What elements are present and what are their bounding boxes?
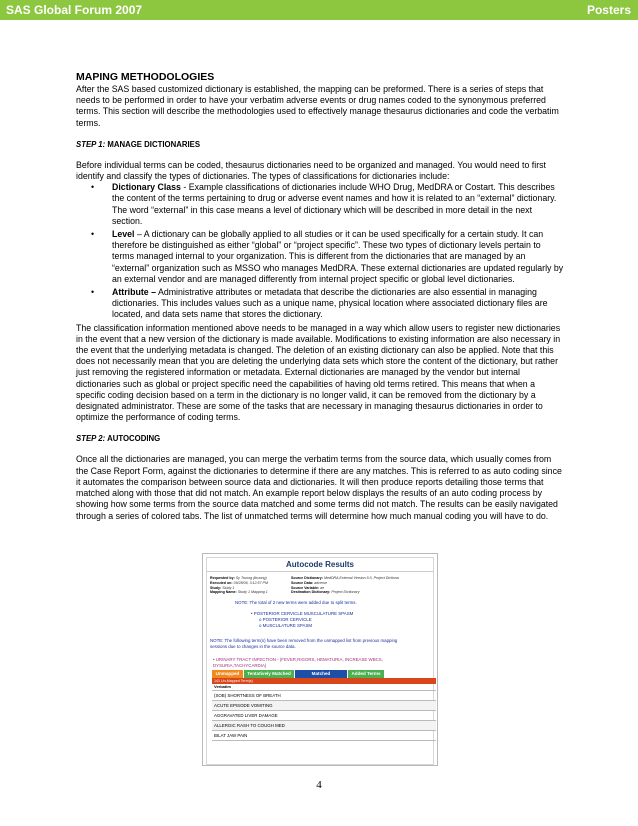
split-terms-note: NOTE: The total of 2 new terms were added due to split terms. [235, 600, 357, 605]
step1-heading [76, 140, 564, 149]
meta-key: Study: [210, 585, 222, 590]
list-item [91, 182, 564, 227]
table-row[interactable]: BILAT JAW PAIN [212, 731, 436, 741]
tab-matched[interactable]: Matched [295, 670, 347, 678]
removed-terms-note: NOTE: The following term(s) have been removed from the unmapped list from previous mapping sessions due to changes in the source data. [210, 638, 398, 649]
step2-title: AUTOCODING [107, 434, 161, 444]
result-tabs [212, 670, 434, 678]
metadata-right [291, 576, 431, 595]
list-item [91, 287, 564, 321]
split-sub-term: o MUSCULATURE SPASM [259, 623, 313, 628]
report-metadata [207, 574, 433, 600]
bullet-text: A dictionary can be globally applied to all studies or it can be used specifically for a certain study. It can therefore be distinguished as either “global” or “project specific”. These two types of dictionary levels pertain to terms managed internal to your organization. This is different from the dictionaries that are managed by an “external” organization such as MSSO who manages MedDRA. These external dictionaries are updated regularly by an external vendor and are managed differently from internal project specific or global level dictionaries. [112, 229, 564, 284]
table-row[interactable]: (SOB) SHORTNESS OF BREATH [212, 691, 436, 701]
metadata-left [210, 576, 290, 595]
autocode-results-screenshot [202, 553, 438, 766]
verbatim-table [212, 684, 436, 741]
step1-paragraph-2: The classification information mentioned above needs to be managed in a way which allow users to register new dictionaries in the event that a new version of the dictionary is made available. Modifications to existing information are also necessary in the event that the underlying metadata is changed. The deletion of an existing dictionary can also be applied. Note that this does not necessarily mean that you are deleting the underlying data sets which store the content of the dictionary, but rather just removing the registered information or metadata. External dictionaries are managed by the vendor but internal dictionaries such as global or project specific need the capabilities of having old terms retired. This means that when a specific coding decision based on a term in the dictionary is no longer valid, it can be removed from the dictionary by a designated administrator. These are some of the tasks that are necessary in managing thesaurus dictionaries in order to optimize the performance of coding terms. [76, 322, 561, 423]
meta-value: Study 1 Mapping 1 [237, 590, 268, 595]
meta-key: Destination Dictionary: [291, 590, 331, 595]
table-row[interactable]: AGGRAVATED LIVER DAMAGE [212, 711, 436, 721]
header-bar [0, 0, 638, 20]
section-title: MAPING METHODOLOGIES [76, 71, 215, 83]
meta-value: ae [320, 585, 325, 590]
step1-title: MANAGE DICTIONARIES [107, 139, 201, 149]
bullet-icon: • [91, 287, 95, 298]
bullet-separator: - [180, 182, 189, 193]
meta-value: adverse [314, 580, 327, 585]
meta-value: Sy Truong (ttruong) [235, 576, 267, 580]
meta-key: Source Dictionary: [291, 576, 323, 580]
removed-term-text: URINARY TRACT INFECTION - (FEVER,RIGORS, HEMATURIA, INCREASE WBCS, DYSURIA,TACHYCARDIA) [213, 657, 383, 668]
split-main-term: • POSTERIOR CERVICLE MUSCULATURE SPASM [251, 611, 354, 616]
step2-prefix: STEP 2: [76, 434, 106, 444]
split-terms-list [251, 611, 433, 629]
split-sub-term-text: MUSCULATURE SPASM [262, 623, 313, 628]
removed-term: • URINARY TRACT INFECTION - (FEVER,RIGORS, HEMATURIA, INCREASE WBCS, DYSURIA,TACHYCARDIA) [213, 657, 383, 668]
table-header: Verbatim [212, 684, 436, 691]
screenshot-title: Autocode Results [207, 560, 433, 572]
meta-key: Requested by: [210, 576, 235, 580]
screenshot-frame [206, 557, 434, 765]
conference-title: SAS Global Forum 2007 [6, 3, 143, 17]
meta-value: Project Dictionary [331, 590, 360, 595]
step2-heading [76, 434, 564, 443]
bullet-separator: – [134, 229, 144, 240]
section-label: Posters [586, 3, 631, 17]
unmapped-count-bar: 141 Un-Mapped Term(s) [212, 678, 436, 684]
meta-key: Source Data: [291, 580, 314, 585]
tab-added-terms[interactable]: Added Terms [348, 670, 384, 678]
split-sub-term: o POSTERIOR CERVICLE [259, 617, 312, 622]
step1-paragraph: Before individual terms can be coded, thesaurus dictionaries need to be organized and managed. You would need to first identify and classify the types of dictionaries. The types of classifications for dictionaries include: [76, 159, 546, 182]
bullet-term: Attribute – [112, 287, 156, 298]
page-number: 4 [316, 779, 322, 791]
tab-unmapped[interactable]: Unmapped [212, 670, 243, 678]
bullet-term: Dictionary Class [112, 182, 181, 193]
list-item [91, 229, 564, 285]
meta-key: Source Variable: [291, 585, 320, 590]
tab-tentatively-matched[interactable]: Tentatively Matched [244, 670, 294, 678]
intro-paragraph: After the SAS based customized dictionary is established, the mapping can be preformed. There is a series of steps that needs to be performed in order to have your verbatim adverse events or drug names coded to the synonymous preferred terms. This section will describe the methodologies used to effectively manage thesaurus dictionaries and code the verbatim terms. [76, 84, 559, 128]
bullet-icon: • [91, 229, 95, 240]
meta-key: Executed on: [210, 580, 233, 585]
main-content [76, 71, 564, 522]
step1-prefix: STEP 1: [76, 139, 106, 149]
bullet-icon: • [91, 182, 95, 193]
meta-value: Study 1 [222, 585, 235, 590]
table-row[interactable]: ALLERGIC RASH TO COUGH MED [212, 721, 436, 731]
meta-value: MedDRA External Version 5.0, Project Dictiona [323, 576, 399, 580]
classification-list [76, 182, 564, 320]
split-sub-term-text: POSTERIOR CERVICLE [262, 617, 312, 622]
table-row[interactable]: ACUTE EPISODE VOMITING [212, 701, 436, 711]
bullet-term: Level [112, 229, 135, 240]
bullet-text: Administrative attributes or metadata that describe the dictionaries are also essential in managing dictionaries. This includes values such as a unique name, physical location where associated dictionary files are located, and data sets name that stores the dictionary. [112, 287, 548, 320]
meta-value: 09/28/06, 3:12:57 PM [233, 580, 268, 585]
split-main-term-text: POSTERIOR CERVICLE MUSCULATURE SPASM [253, 611, 354, 616]
step2-paragraph: Once all the dictionaries are managed, you can merge the verbatim terms from the source data, which usually comes from the Case Report Form, against the dictionaries to determine if there are any matches. This is referred to as auto coding since it automates the comparison between source data and dictionaries. It will then produce reports detailing those terms that matched along with those that did not match. An example report below displays the results of an auto coding process by showing how some terms from the source data matched and some terms did not match. The results can be easily navigated through a series of colored tabs. The list of unmatched terms will determine how much manual coding you will have to do. [76, 454, 562, 521]
meta-key: Mapping Name: [210, 590, 237, 595]
bullet-text: Example classifications of dictionaries include WHO Drug, MedDRA or Costart. This describes the content of the terms pertaining to drug or adverse event names and how it is related to an “external” dictionary. The word “external” in this case means a level of dictionary which will be described in more detail in the next section. [112, 182, 557, 226]
